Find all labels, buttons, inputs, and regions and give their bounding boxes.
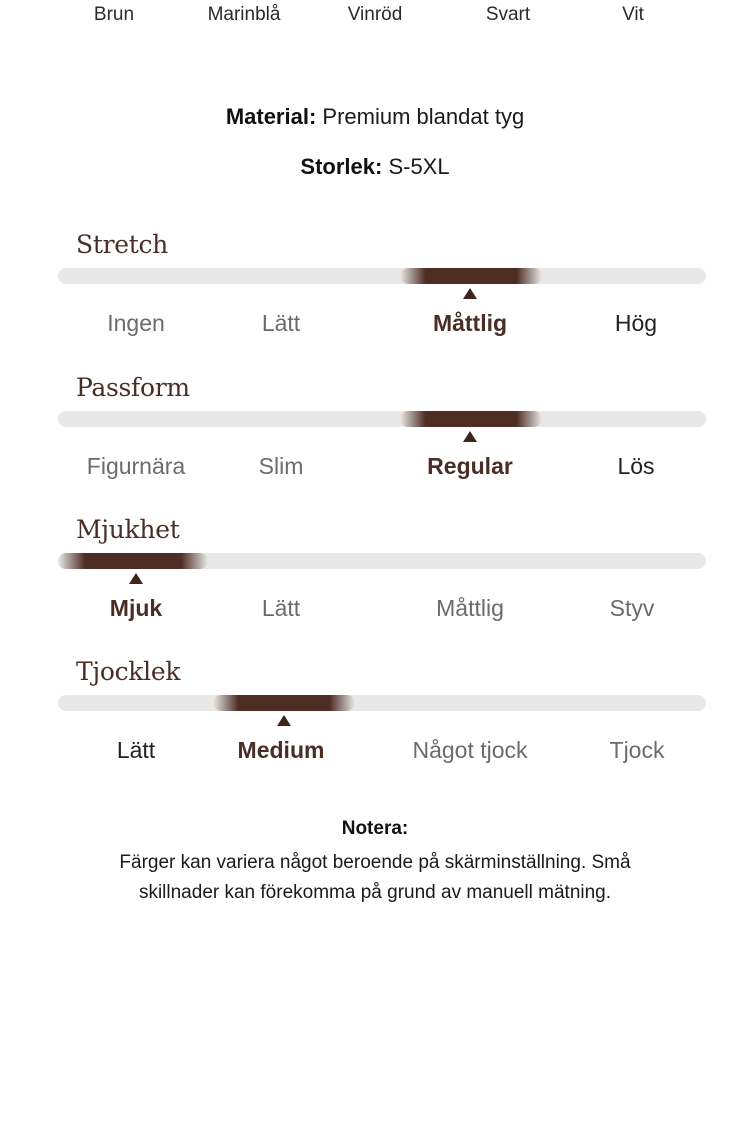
scale-level: Figurnära xyxy=(86,453,186,479)
scale-level: Slim xyxy=(258,453,304,479)
color-options xyxy=(0,4,750,28)
size-value: S-5XL xyxy=(388,154,450,179)
scale-fill xyxy=(213,695,355,711)
scale-level: Ingen xyxy=(107,310,165,336)
color-name-vinrod: Vinröd xyxy=(347,4,403,25)
scale-level-selected: Medium xyxy=(237,737,325,763)
scale-track xyxy=(58,411,706,427)
material-info xyxy=(0,104,750,130)
material-label: Material: xyxy=(225,104,317,129)
color-name-marinbla: Marinblå xyxy=(207,4,281,25)
color-name-vit: Vit xyxy=(622,4,644,25)
scale-title: Passform xyxy=(76,373,190,402)
scale-fill xyxy=(400,411,542,427)
scale-level: Styv xyxy=(609,595,655,621)
scale-fill xyxy=(58,553,208,569)
note-title: Notera: xyxy=(341,818,409,839)
size-info xyxy=(0,154,750,180)
scale-track xyxy=(58,553,706,569)
scale-track xyxy=(58,268,706,284)
color-name-brun: Brun xyxy=(93,4,135,25)
scale-level: Något tjock xyxy=(412,737,528,763)
scale-level: Lös xyxy=(617,453,655,479)
scale-level: Måttlig xyxy=(436,595,504,621)
scale-marker-icon xyxy=(463,288,477,299)
scale-title: Stretch xyxy=(76,230,168,259)
scale-level-selected: Mjuk xyxy=(109,595,163,621)
scale-level: Lätt xyxy=(261,310,301,336)
scale-marker-icon xyxy=(129,573,143,584)
scale-title: Mjukhet xyxy=(76,515,180,544)
scale-track xyxy=(58,695,706,711)
material-value: Premium blandat tyg xyxy=(322,104,525,129)
scale-level: Lätt xyxy=(261,595,301,621)
scale-level: Lätt xyxy=(116,737,156,763)
scale-marker-icon xyxy=(463,431,477,442)
scale-level-selected: Måttlig xyxy=(432,310,508,336)
size-label: Storlek: xyxy=(300,154,383,179)
scale-title: Tjocklek xyxy=(76,657,181,686)
scale-level-selected: Regular xyxy=(427,453,513,479)
scale-fill xyxy=(400,268,542,284)
note-text: Färger kan variera något beroende på skärminställning. Små skillnader kan förekomma på grund av manuell mätning. xyxy=(119,852,631,903)
scale-level: Hög xyxy=(614,310,658,336)
scale-level: Tjock xyxy=(609,737,665,763)
color-name-svart: Svart xyxy=(485,4,531,25)
scale-marker-icon xyxy=(277,715,291,726)
